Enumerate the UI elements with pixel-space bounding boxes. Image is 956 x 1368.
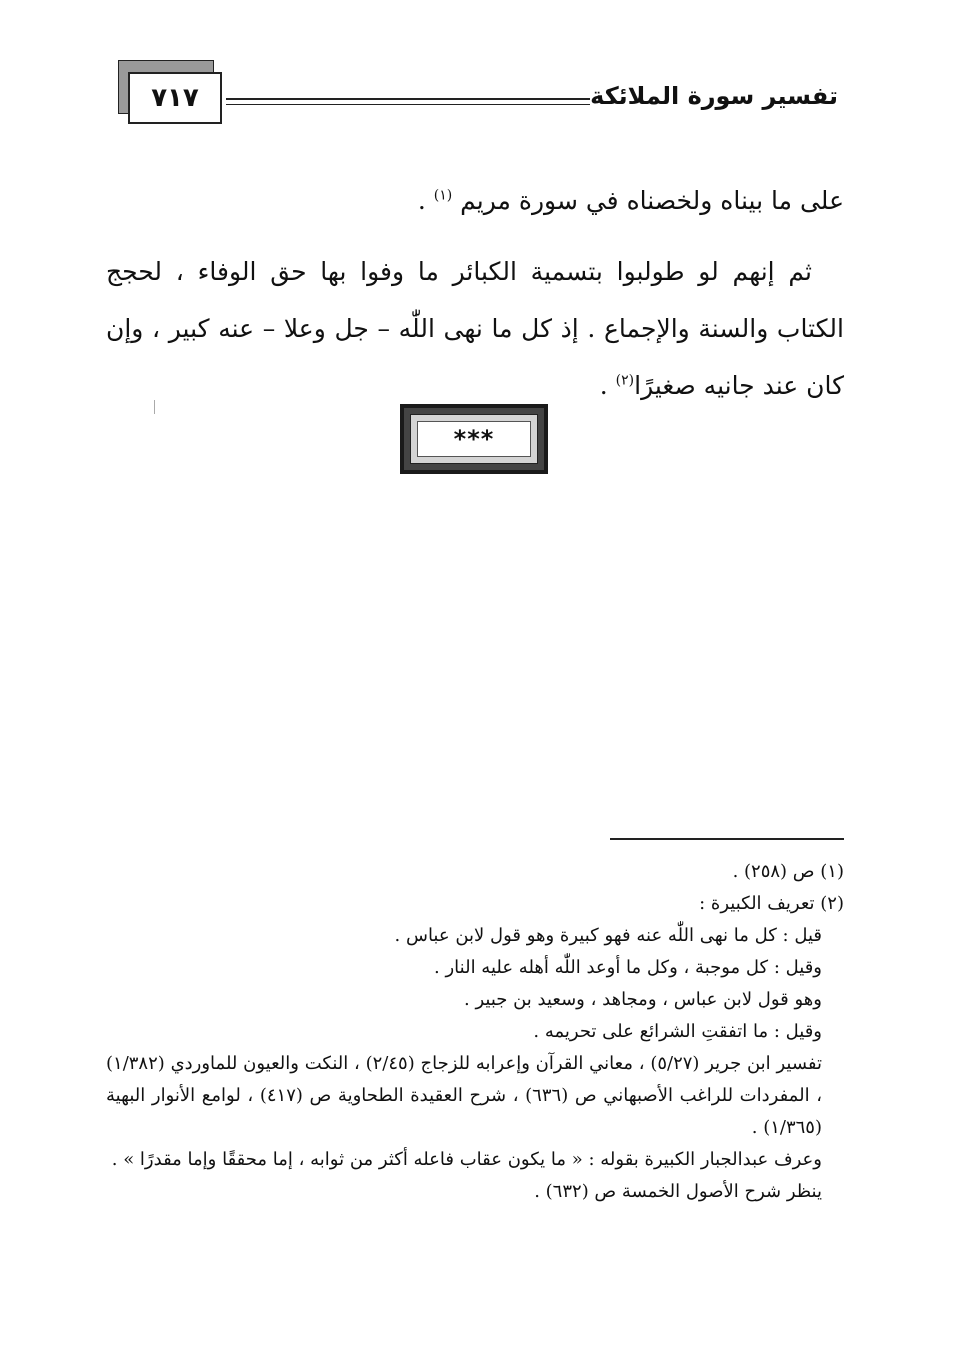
footnote-2-title: (٢) تعريف الكبيرة : <box>699 893 844 914</box>
separator-shade <box>410 414 538 464</box>
paragraph-1 <box>106 172 844 229</box>
paragraph-1-text: على ما بيناه ولخصناه في سورة مريم <box>460 186 844 215</box>
separator-stars: *** <box>417 421 531 457</box>
paragraph-1-end: . <box>417 186 434 215</box>
section-separator-box <box>400 404 548 474</box>
paragraph-2-text: ثم إنهم لو طولبوا بتسمية الكبائر ما وفوا بها حق الوفاء ، لحجج الكتاب والسنة والإجماع . إذ كل ما نهى اللّٰه – جل وعلا – عنه كبير ، وإن كان عند جانيه صغيرًا <box>106 257 844 400</box>
stray-mark <box>154 400 155 414</box>
running-header-title: تفسير سورة الملائكة <box>590 82 838 110</box>
paragraph-2-end: . <box>599 371 616 400</box>
footnote-2-see: ينظر شرح الأصول الخمسة ص (٦٣٢) . <box>534 1181 822 1202</box>
footnote-2-line: وقيل : ما اتفقتِ الشرائع على تحريمه . <box>533 1021 822 1042</box>
header-double-rule <box>226 98 590 107</box>
page-number-box <box>118 60 224 124</box>
footnote-ref-2: (٢) <box>615 372 635 389</box>
page-number: ٧١٧ <box>128 72 222 124</box>
footnote-2-line: وقيل : كل موجبة ، وكل ما أوعد اللّٰه أهله عليه النار . <box>434 957 822 978</box>
footnote-2-line: قيل : كل ما نهى اللّٰه عنه فهو كبيرة وهو قول لابن عباس . <box>394 925 822 946</box>
footnotes <box>106 856 844 1208</box>
footnote-rule <box>610 838 844 840</box>
footnote-2-line: وهو قول لابن عباس ، ومجاهد ، وسعيد بن جبير . <box>464 989 822 1010</box>
footnote-ref-1: (١) <box>433 187 453 204</box>
footnote-2-abduljabbar: وعرف عبدالجبار الكبيرة بقوله : « ما يكون عقاب فاعله أكثر من ثوابه ، إما محققًا وإما مقدرًا » . <box>111 1149 822 1170</box>
footnote-1: (١) ص (٢٥٨) . <box>732 861 844 882</box>
paragraph-2 <box>106 243 844 414</box>
footnote-2-references: تفسير ابن جرير (٥/٢٧) ، معاني القرآن وإعرابه للزجاج (٢/٤٥) ، النكت والعيون للماوردي (١/٣٨٢) ، المفردات للراغب الأصبهاني ص (٦٣٦) ، شرح العقيدة الطحاوية ص (٤١٧) ، لوامع الأنوار البهية (١/٣٦٥) . <box>106 1053 823 1138</box>
main-text <box>106 172 844 414</box>
